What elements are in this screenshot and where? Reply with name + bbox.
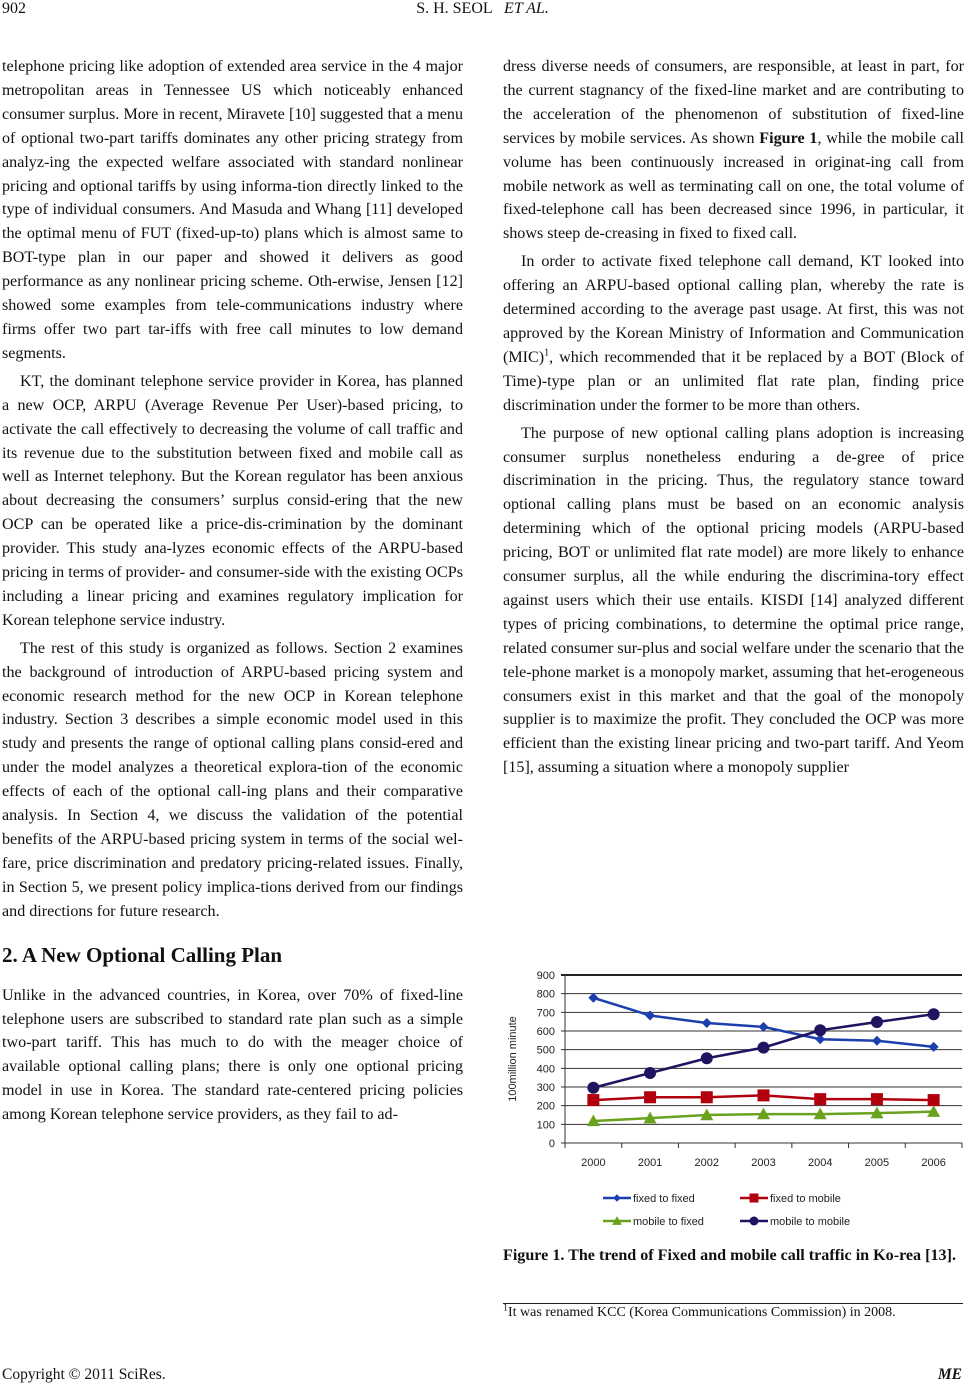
marker-square [750,1194,759,1203]
marker-square [928,1094,940,1106]
marker-diamond [759,1022,769,1032]
copyright-notice: Copyright © 2011 SciRes. [2,1366,166,1383]
marker-square [758,1089,770,1101]
series-fixed-to-mobile [587,1089,939,1106]
y-tick-label: 500 [536,1044,555,1057]
journal-abbreviation: ME [937,1366,962,1383]
paragraph: KT, the dominant telephone service provider in Korea, has planned a new OCP, ARPU (Average Revenue Per User)-based pricing, to activate the call effectively to decreasing the volume of call traffic and its revenue due to the substitution between fixed and mobile call as well as Internet telephony. But the Korean regulator has been anxious about decreasing the consumers’ surplus consid-ering that the new OCP can be operated like a price-dis-crimination by the dominant provider. This study ana-lyzes economic effects of the ARPU-based pricing in terms of provider- and consumer-side with the existing OCPs including a linear pricing and examines regulatory implication for Korean telephone service industry. [2,372,463,629]
y-tick-label: 900 [536,970,555,982]
marker-diamond [613,1194,621,1202]
marker-square [587,1094,599,1106]
legend [603,1193,850,1228]
x-tick-label: 2000 [581,1157,606,1169]
marker-diamond [702,1018,712,1028]
paragraph: telephone pricing like adoption of extended area service in the 4 major metropolitan areas in Tennessee US which noticeably enhanced consumer surplus. More in recent, Miravete [10] suggested that a menu of optional two-part tariffs dominates any other pricing strategy from analyz-ing the expected welfare associated with standard nonlinear pricing and optional tariffs by using informa-tion directly linked to the type of individual consumers. And Masuda and Whang [11] developed the optimal menu of FUT (fixed-up-to) plans which is almost same to BOT-type plan in our paper and showed it delivers as good performance as any nonlinear pricing scheme. Oth-erwise, Jensen [12] showed some examples from tele-communications industry where firms offer two part tar-iffs with free call minutes to low demand segments. [2,58,463,362]
figure-1-chart [500,962,965,1234]
marker-square [701,1091,713,1103]
marker-circle [644,1067,656,1079]
footnote-number: 1 [503,1302,508,1314]
running-header [0,0,965,24]
marker-diamond [588,993,598,1003]
marker-circle [750,1217,759,1226]
paragraph [503,55,964,246]
running-head-authors [0,0,965,18]
y-tick-label: 600 [536,1026,555,1038]
marker-circle [928,1008,940,1020]
marker-circle [758,1042,770,1054]
author-names: S. H. SEOL [416,0,493,17]
y-tick-label: 400 [536,1063,555,1076]
footnote [503,1302,963,1321]
marker-diamond [872,1036,882,1046]
y-tick-label: 300 [536,1082,555,1094]
right-column [503,55,964,780]
left-column [2,55,463,1127]
paragraph: The purpose of new optional calling plans adoption is increasing consumer surplus nonetheless enduring a de-gree of price discrimination in the pricing. Thus, the regulatory stance toward optional calling plans must be based on an economic analysis determining which of the optional pricing models (ARPU-based pricing, BOT or unlimited flat rate model) are more likely to enhance consumer surplus, all the while enduring the discrimina-tory effect against users which their use entails. KISDI [14] analyzed different types of pricing combinations, to determine the optimal price range, related consumer sur-plus and social welfare under the scenario that the tele-phone market is a monopoly market, assuming that het-erogeneous consumers exist in this market and that the goal of the monopoly supplier is to maximize the profit. They concluded the OCP was more efficient than the existing linear pricing and two-part tariff. And Yeom [15], assuming a situation where a monopoly supplier [503,424,964,777]
figure-caption: Figure 1. The trend of Fixed and mobile call traffic in Ko-rea [13]. [503,1247,956,1264]
section-heading: 2. A New Optional Calling Plan [2,942,283,967]
legend-label: mobile to fixed [633,1216,704,1228]
footnote-text: It was renamed KCC (Korea Communications Commission) in 2008. [508,1305,896,1320]
legend-item [740,1216,850,1228]
legend-label: fixed to mobile [770,1193,841,1205]
marker-circle [814,1024,826,1036]
marker-diamond [929,1042,939,1052]
text: In order to activate fixed telephone call demand, KT looked into offering an ARPU-based optional calling plan, whereby the rate is determined according to the average past usage. At first, this was not approved by the Korean Ministry of Information and Communication (MIC) [503,253,964,366]
line-chart [500,962,965,1234]
legend-item [740,1193,841,1205]
y-tick-label: 700 [536,1007,555,1020]
axes [507,970,962,1169]
marker-circle [871,1016,883,1028]
x-tick-label: 2005 [864,1157,890,1169]
legend-item [603,1216,704,1228]
y-tick-label: 200 [536,1100,555,1113]
legend-label: fixed to fixed [633,1193,695,1205]
legend-label: mobile to mobile [770,1216,851,1228]
paragraph: Unlike in the advanced countries, in Korea, over 70% of fixed-line telephone users are subscribed to standard rate plan such as a simple two-part tariff. This has much to do with the meager choice of available optional calling plans; there is only one optional pricing model in use in Korea. The standard rate-centered pricing policies among Korean telephone service providers, as they fail to ad- [2,986,463,1124]
x-tick-label: 2002 [694,1157,720,1169]
y-axis-label: 100million minute [507,1016,519,1102]
et-al: ET AL. [504,0,549,17]
y-tick-label: 800 [536,988,555,1001]
paragraph [503,250,964,417]
y-tick-label: 0 [548,1138,555,1150]
marker-circle [587,1082,599,1094]
x-tick-label: 2006 [921,1157,946,1169]
text: , which recommended that it be replaced by a BOT (Block of Time)-type plan or an unlimited flat rate plan, finding price discrimination under the former to be more than others. [503,348,964,414]
series-mobile-to-mobile [587,1008,939,1094]
footnote-divider [503,1303,963,1304]
paragraph: The rest of this study is organized as follows. Section 2 examines the background of introduction of ARPU-based pricing system and economic research method for the new OCP in Korean telephone industry. Section 3 describes a simple economic model used in this study and presents the range of optional calling plans consid-ered and under the model analyzes a theoretical explora-tion of the economic effects of each of the optional call-ing plans and their comparative analysis. In Section 4, we discuss the validation of the potential benefits of the ARPU-based pricing system in terms of the social wel-fare, price discrimination and predatory pricing-related issues. Finally, in Section 5, we present policy implica-tions derived from our findings and directions for future research. [2,639,463,920]
x-tick-label: 2003 [751,1157,776,1169]
marker-square [644,1091,656,1103]
y-tick-label: 100 [536,1119,555,1132]
footnote-marker[interactable]: 1 [544,347,550,359]
x-tick-label: 2001 [637,1157,663,1169]
page-number: 902 [2,0,26,17]
marker-circle [701,1052,713,1064]
marker-square [871,1093,883,1105]
figure-reference[interactable]: Figure 1 [759,129,818,147]
legend-item [603,1193,695,1205]
x-tick-label: 2004 [807,1157,833,1169]
series-mobile-to-fixed [587,1105,940,1126]
marker-square [814,1093,826,1105]
text: , while the mobile call volume has been continuously increased in originat-ing call from mobile network as well as terminating call on one, the total volume of fixed-telephone call has been decreased since 1996, in particular, it shows steep de-creasing in fixed to fixed call. [503,129,964,243]
text: dress diverse needs of consumers, are responsible, at least in part, for the current stagnancy of the fixed-line market and are contributing to the acceleration of the phenomenon of substitution of fixed-line services by mobile services. As shown [503,58,964,147]
